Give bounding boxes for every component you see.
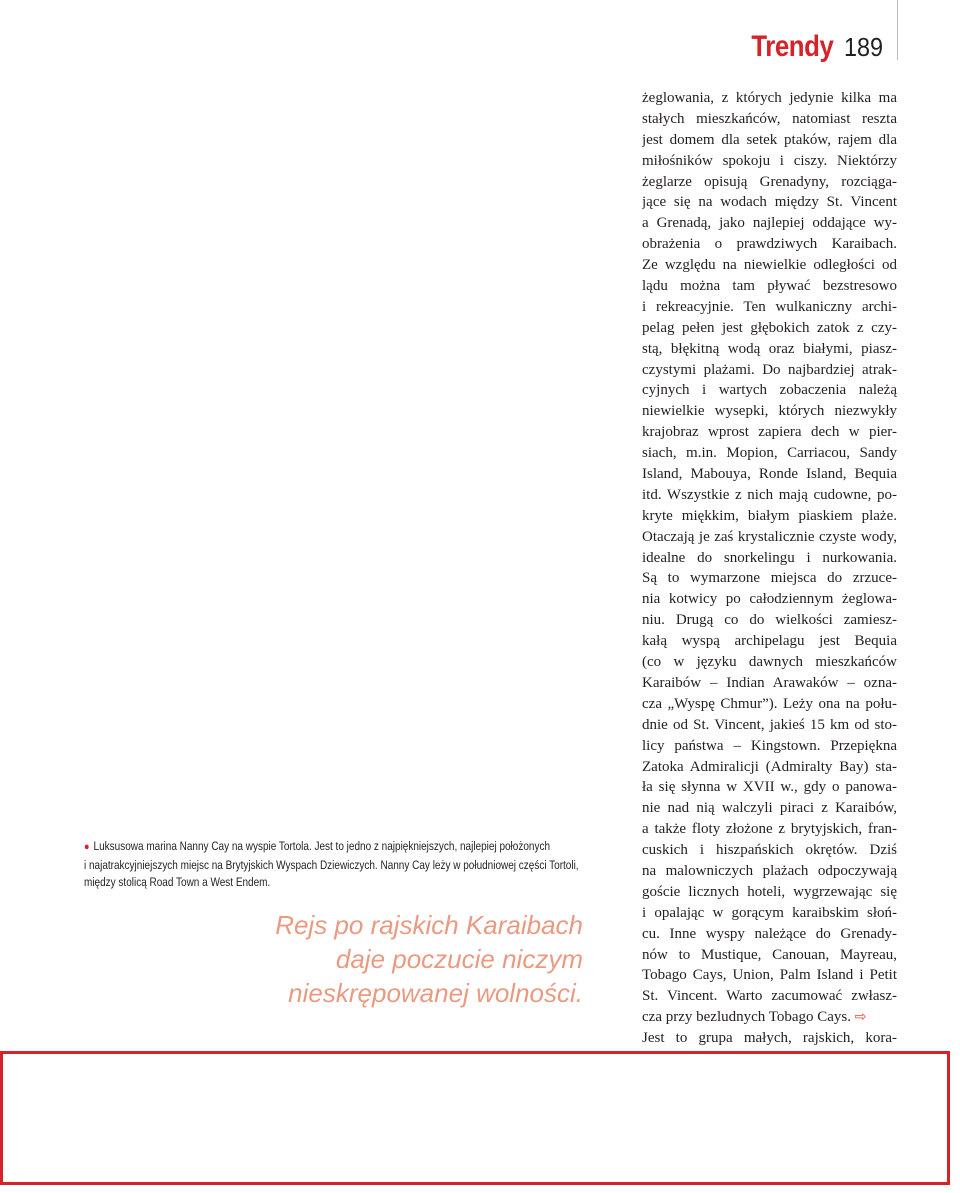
caption-line: i najatrakcyjniejszych miejsc na Brytyjskich Wyspach Dziewiczych. Nanny Cay leży w południowej części Tortoli, bbox=[84, 857, 579, 872]
body-line: pelag pełen jest głębokich zatok z czy- bbox=[642, 319, 897, 336]
photo-caption bbox=[84, 838, 594, 892]
body-line: itd. Wszystkie z nich mają cudowne, po- bbox=[642, 486, 897, 503]
page-number: 189 bbox=[843, 32, 883, 62]
body-line: i rekreacyjnie. Ten wulkaniczny archi- bbox=[642, 298, 897, 315]
body-line: Jest to grupa małych, rajskich, kora- bbox=[642, 1030, 897, 1047]
section-title: Trendy bbox=[751, 30, 834, 63]
body-line: nia kotwicy po całodziennym żeglowa- bbox=[642, 591, 897, 608]
body-line: niu. Drugą co do wielkości zamiesz- bbox=[642, 612, 897, 629]
body-line: Island, Mabouya, Ronde Island, Bequia bbox=[642, 466, 897, 483]
body-line: Zatoka Admiralicji (Admiralty Bay) sta- bbox=[642, 758, 897, 775]
running-head bbox=[738, 30, 887, 64]
body-line: goście licznych hoteli, wygrzewając się bbox=[642, 883, 897, 900]
body-line: miłośników spokoju i ciszy. Niektórzy bbox=[642, 152, 897, 169]
body-line: Otaczają je zaś krystalicznie czyste wody, bbox=[642, 528, 897, 545]
body-line: stą, błękitną wodą oraz białymi, piasz- bbox=[642, 340, 897, 357]
body-line: jest domem dla setek ptaków, rajem dla bbox=[642, 131, 897, 148]
continue-arrow-icon: ⇨ bbox=[854, 1009, 867, 1026]
body-line: Są to wymarzone miejsca do zrzuce- bbox=[642, 570, 897, 587]
body-line: Karaibów – Indian Arawaków – ozna- bbox=[642, 674, 897, 691]
body-line: żeglowania, z których jedynie kilka ma bbox=[642, 90, 897, 106]
body-line: (co w języku dawnych mieszkańców bbox=[642, 654, 897, 671]
body-line: siach, m.in. Mopion, Carriacou, Sandy bbox=[642, 445, 897, 462]
caption-line: ● Luksusowa marina Nanny Cay na wyspie Tortola. Jest to jedno z najpiękniejszych, najlepiej położonych bbox=[84, 839, 551, 853]
body-line: obrażenia o prawdziwych Karaibach. bbox=[642, 236, 897, 253]
pull-quote-line: Rejs po rajskich Karaibach bbox=[275, 910, 583, 940]
body-line: dnie od St. Vincent, jakieś 15 km od sto- bbox=[642, 716, 897, 733]
body-line: kałą wyspą archipelagu jest Bequia bbox=[642, 633, 897, 650]
pull-quote-line: daje poczucie niczym bbox=[335, 944, 583, 974]
body-line: jące się na wodach między St. Vincent bbox=[642, 194, 897, 211]
body-line: a Grenadą, jako najlepiej oddające wy- bbox=[642, 215, 897, 232]
body-line: stałych mieszkańców, natomiast reszta bbox=[642, 110, 897, 127]
body-line: i opalając w gorącym karaibskim słoń- bbox=[642, 904, 897, 921]
header-divider bbox=[897, 0, 898, 60]
body-line: ła się słynna w XVII w., gdy o panowa- bbox=[642, 779, 897, 796]
body-line: kryte miękkim, białym piaskiem plaże. bbox=[642, 507, 897, 524]
pull-quote bbox=[243, 908, 583, 1010]
bullet-icon: ● bbox=[84, 841, 90, 853]
article-body-column bbox=[642, 88, 897, 1049]
pull-quote-line: nieskrępowanej wolności. bbox=[288, 978, 583, 1008]
body-line: cyjnych i wartych zobaczenia należą bbox=[642, 382, 897, 399]
body-line: czystymi plażami. Do najbardziej atrak- bbox=[642, 361, 897, 378]
body-line: cu. Inne wyspy należące do Grenady- bbox=[642, 925, 897, 942]
body-line: St. Vincent. Warto zacumować zwłasz- bbox=[642, 988, 897, 1005]
body-line: cza przy bezludnych Tobago Cays. ⇨ bbox=[642, 1009, 867, 1026]
body-line: idealne do snorkelingu i nurkowania. bbox=[642, 549, 897, 566]
body-line: nów to Mustique, Canouan, Mayreau, bbox=[642, 946, 897, 963]
body-line: nie nad nią walczyli piraci z Karaibów, bbox=[642, 800, 897, 817]
body-line: a także floty złożone z brytyjskich, fran- bbox=[642, 821, 897, 838]
body-line: cza „Wyspę Chmur”). Leży ona na połu- bbox=[642, 695, 897, 712]
body-line: cuskich i hiszpańskich okrętów. Dziś bbox=[642, 842, 897, 859]
advertisement-frame bbox=[0, 1051, 950, 1185]
body-line: lądu można tam pływać bezstresowo bbox=[642, 278, 897, 295]
body-line: Ze względu na niewielkie odległości od bbox=[642, 257, 897, 274]
body-line: Tobago Cays, Union, Palm Island i Petit bbox=[642, 967, 897, 984]
body-line: niewielkie wysepki, których niezwykły bbox=[642, 403, 897, 420]
body-line: krajobraz wprost zapiera dech w pier- bbox=[642, 424, 897, 441]
body-line: na malowniczych plażach odpoczywają bbox=[642, 862, 897, 879]
body-line: licy państwa – Kingstown. Przepiękna bbox=[642, 737, 897, 754]
body-line: żeglarze opisują Grenadyny, rozciąga- bbox=[642, 173, 897, 190]
caption-line: między stolicą Road Town a West Endem. bbox=[84, 875, 271, 889]
